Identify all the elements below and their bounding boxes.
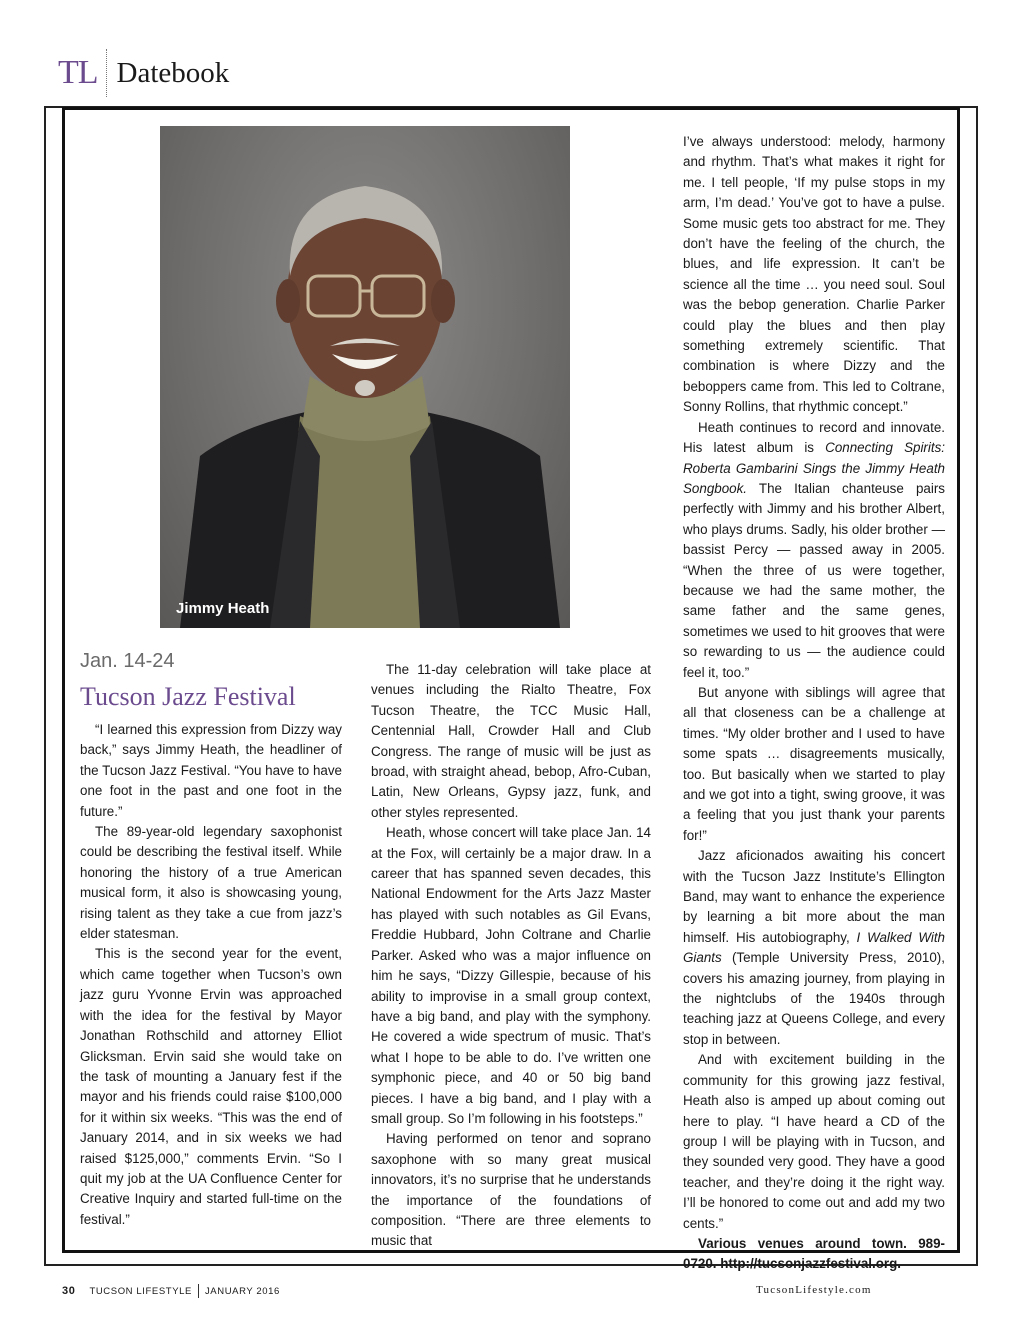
- portrait-illustration: [160, 126, 570, 628]
- paragraph: The 11-day celebration will take place at venues including the Rialto Theatre, Fox Tucson Theatre, the TCC Music Hall, Centennial Hall, Crowder Hall and Club Congress. The range of music will be just as broad, with straight ahead, bebop, Afro-Cuban, Latin, New Orleans, Gypsy jazz, funk, and other styles represented.: [371, 662, 651, 820]
- paragraph: I’ve always understood: melody, harmony and rhythm. That’s what makes it right for me. I tell people, ‘If my pulse stops in my arm, I’m dead.’ You’ve got to have a pulse. Some music gets too abstract for me. They don’t have the feeling of the church, the blues, and life expression. It can’t be science all the time … you need soul. Soul was the bebop generation. Charlie Parker could play the blues and then play something extremely scientific. That combination is where Dizzy and the beboppers came from. This led to Coltrane, Sonny Rollins, that rhythmic concept.”: [683, 134, 945, 415]
- event-date: Jan. 14-24: [80, 650, 175, 672]
- photo-caption: Jimmy Heath: [176, 600, 270, 617]
- text-run: The Italian chanteuse pairs perfectly with Jimmy and his brother Albert, who plays drums. Sadly, his older brother — bassist Percy — passed away in 2005. “When the three of us were together, because we had the same mother, the same father and the same genes, sometimes we used to hit grooves that were so rewarding to us — the audience could feel it, too.”: [683, 480, 945, 680]
- page-number: 30: [62, 1285, 76, 1297]
- tl-logo: TL: [58, 54, 98, 91]
- text-run: Heath continues to record and innovate. His latest album is: [683, 419, 945, 456]
- portrait-photo: [160, 126, 570, 628]
- footer-divider: [198, 1284, 199, 1298]
- header-divider: [106, 49, 107, 97]
- paragraph: This is the second year for the event, which came together when Tucson’s own jazz guru Yvonne Ervin was approached with the idea for the festival by Mayor Jonathan Rothschild and attorney Elliot Glicksman. Ervin said she would take on the task of mounting a January fest if the mayor and his friends could raise $100,000 for it within six weeks. “This was the end of January 2014, and in six weeks we had raised $125,000,” comments Ervin. “So I quit my job at the UA Confluence Center for Creative Inquiry and started full-time on the festival.”: [80, 946, 342, 1227]
- article-column-3: [683, 132, 945, 1275]
- event-title: Tucson Jazz Festival: [80, 682, 296, 711]
- page-header: [58, 48, 229, 98]
- text-run: (Temple University Press, 2010), covers his amazing journey, from playing in the nightclubs of the 1940s through teaching jazz at Queens College, and every stop in between.: [683, 950, 945, 1047]
- article-column-2: [371, 660, 651, 1252]
- album-title: Connecting Spirits: Roberta Gambarini Sings the Jimmy Heath Songbook.: [683, 440, 946, 496]
- page-footer: [62, 1284, 280, 1298]
- book-title: I Walked With Giants: [683, 929, 945, 966]
- issue-date: JANUARY 2016: [204, 1285, 280, 1297]
- paragraph: Having performed on tenor and soprano saxophone with so many great musical innovators, it’s no surprise that he understands the importance of the foundations of composition. “There are three elements to music that: [371, 1131, 651, 1249]
- paragraph: “I learned this expression from Dizzy way back,” says Jimmy Heath, the headliner of the Tucson Jazz Festival. “You have to have one foot in the past and one foot in the future.”: [80, 722, 342, 819]
- text-run: Jazz aficionados awaiting his concert with the Tucson Jazz Institute’s Ellington Band, may want to enhance the experience by learning a bit more about the man himself. His autobiography,: [683, 848, 945, 945]
- venue-info[interactable]: Various venues around town. 989-0720. http://tucsonjazzfestival.org.: [683, 1235, 945, 1272]
- paragraph: [683, 846, 945, 1050]
- section-title: Datebook: [116, 56, 230, 89]
- paragraph: But anyone with siblings will agree that all that closeness can be a challenge at times. “My older brother and I used to have some spats … disagreements musically, too. But basically when we started to play and we got into a tight, swing groove, it was a feeling that you just thank your parents for!”: [683, 684, 945, 843]
- magazine-name: TUCSON LIFESTYLE: [89, 1285, 192, 1297]
- article-column-1: [80, 720, 342, 1230]
- paragraph: And with excitement building in the community for this growing jazz festival, Heath also is amped up about coming out here to play. “I have heard a CD of the group I will be playing with in Tucson, and they sounded very good. They have a good teacher, and they’re doing it the right way. I’ll be honored to come out and add my two cents.”: [683, 1052, 945, 1231]
- paragraph: [683, 418, 945, 683]
- paragraph: The 89-year-old legendary saxophonist could be describing the festival itself. While honoring the history of a true American musical form, it also is showcasing young, rising talent as they take a cue from jazz’s elder statesman.: [80, 824, 342, 942]
- website-link[interactable]: TucsonLifestyle.com: [756, 1284, 872, 1296]
- paragraph: Heath, whose concert will take place Jan. 14 at the Fox, will certainly be a major draw. In a career that has spanned seven decades, this National Endowment for the Arts Jazz Master has played with such notables as Gil Evans, Freddie Hubbard, John Coltrane and Charlie Parker. Asked who was a major influence on him he says, “Dizzy Gillespie, because of his ability to improvise in a small group context, have a big band, and play with the symphony. He covered a wide spectrum of music. That’s what I hope to be able to do. I’ve written one symphonic piece, and 40 or 50 big band pieces. I have a big band, and I play with a small group. So I’m following in his footsteps.”: [371, 825, 651, 1126]
